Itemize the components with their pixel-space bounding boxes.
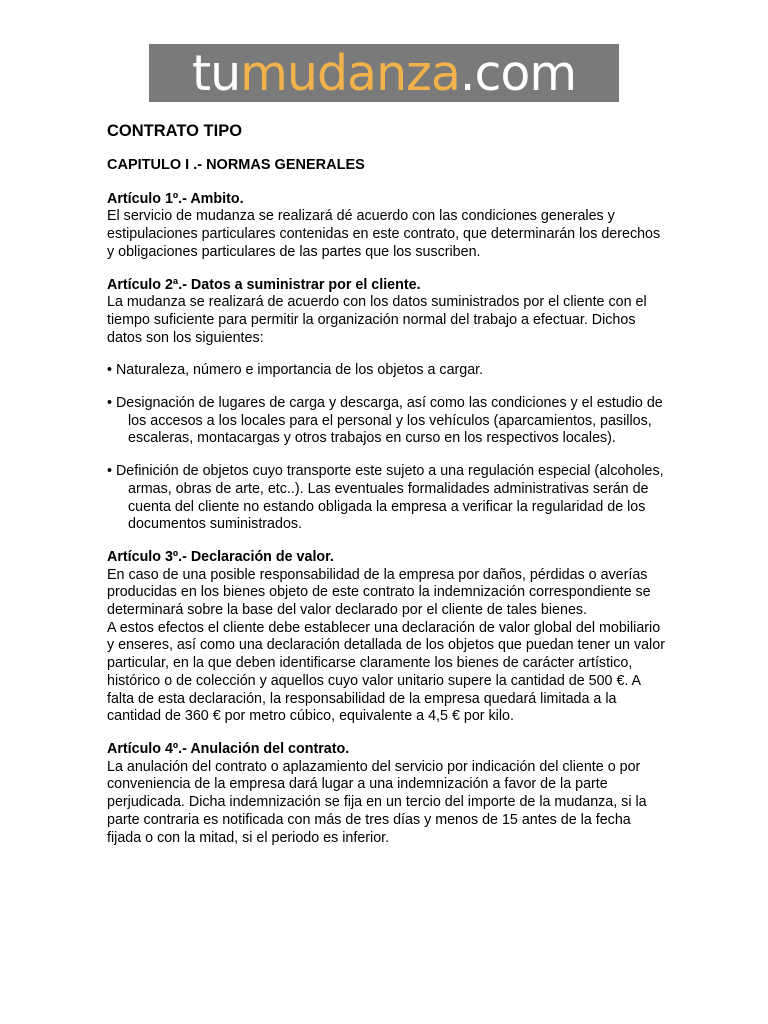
document-title: CONTRATO TIPO: [107, 122, 243, 140]
logo-part-com: .com: [459, 44, 577, 102]
article-4-title: Artículo 4º.- Anulación del contrato.: [107, 740, 350, 757]
contract-document: [107, 121, 667, 862]
article-4: [107, 741, 667, 847]
article-3-title: Artículo 3º.- Declaración de valor.: [107, 548, 334, 565]
article-4-text: La anulación del contrato o aplazamiento del servicio por indicación del cliente o por conveniencia de la empresa dará lugar a una indemnización a favor de la parte perjudicada. Dicha indemnización se fija en un tercio del importe de la mudanza, si la parte contraria es notificada con más de tres días y menos de 15 antes de la fecha fijada o con la mitad, si el periodo es inferior.: [107, 758, 647, 846]
article-1-text: El servicio de mudanza se realizará dé acuerdo con las condiciones generales y estipulaciones particulares contenidas en este contrato, que determinarán los derechos y obligaciones particulares de las partes que los suscriben.: [107, 208, 661, 260]
article-2-title: Artículo 2ª.- Datos a suministrar por el cliente.: [107, 276, 421, 293]
logo-part-tu: tu: [191, 44, 241, 102]
article-2-bullet-2: • Designación de lugares de carga y descarga, así como las condiciones y el estudio de los accesos a los locales para el personal y los vehículos (aparcamientos, pasillos, escaleras, montacargas y otros trabajos en curso en los respectivos locales).: [107, 395, 663, 447]
article-3-text-1: En caso de una posible responsabilidad de la empresa por daños, pérdidas o averías producidas en los bienes objeto de este contrato la indemnización correspondiente se determinará sobre la base del valor declarado por el cliente de tales bienes.: [107, 566, 651, 619]
article-2: [107, 277, 667, 348]
article-2-text: La mudanza se realizará de acuerdo con los datos suministrados por el cliente con el tiempo suficiente para permitir la organización normal del trabajo a efectuar. Dichos datos son los siguientes:: [107, 294, 647, 346]
logo-text: [191, 44, 577, 102]
article-3: [107, 549, 667, 726]
article-3-text-2: A estos efectos el cliente debe establecer una declaración de valor global del mobiliario y enseres, así como una declaración detallada de los objetos que puedan tener un valor particular, en la que deben identificarse claramente los bienes de carácter artístico, histórico o de colección y aquellos cuyo valor unitario supere la cantidad de 500 €. A falta de esta declaración, la responsabilidad de la empresa quedará limitada a la cantidad de 360 € por metro cúbico, equivalente a 4,5 € por kilo.: [107, 619, 665, 725]
article-1-title: Artículo 1º.- Ambito.: [107, 190, 244, 207]
chapter-heading: CAPITULO I .- NORMAS GENERALES: [107, 157, 365, 173]
logo-part-mudanza: mudanza: [240, 44, 460, 102]
article-2-bullet-1: • Naturaleza, número e importancia de los objetos a cargar.: [107, 362, 484, 379]
article-1: [107, 191, 667, 262]
article-2-bullet-3: • Definición de objetos cuyo transporte este sujeto a una regulación especial (alcoholes, armas, obras de arte, etc..). Las eventuales formalidades administrativas serán de cuenta del cliente no estando obligada la empresa a verificar la regularidad de los documentos suministrados.: [107, 463, 664, 533]
tumudanza-logo: [149, 44, 619, 102]
